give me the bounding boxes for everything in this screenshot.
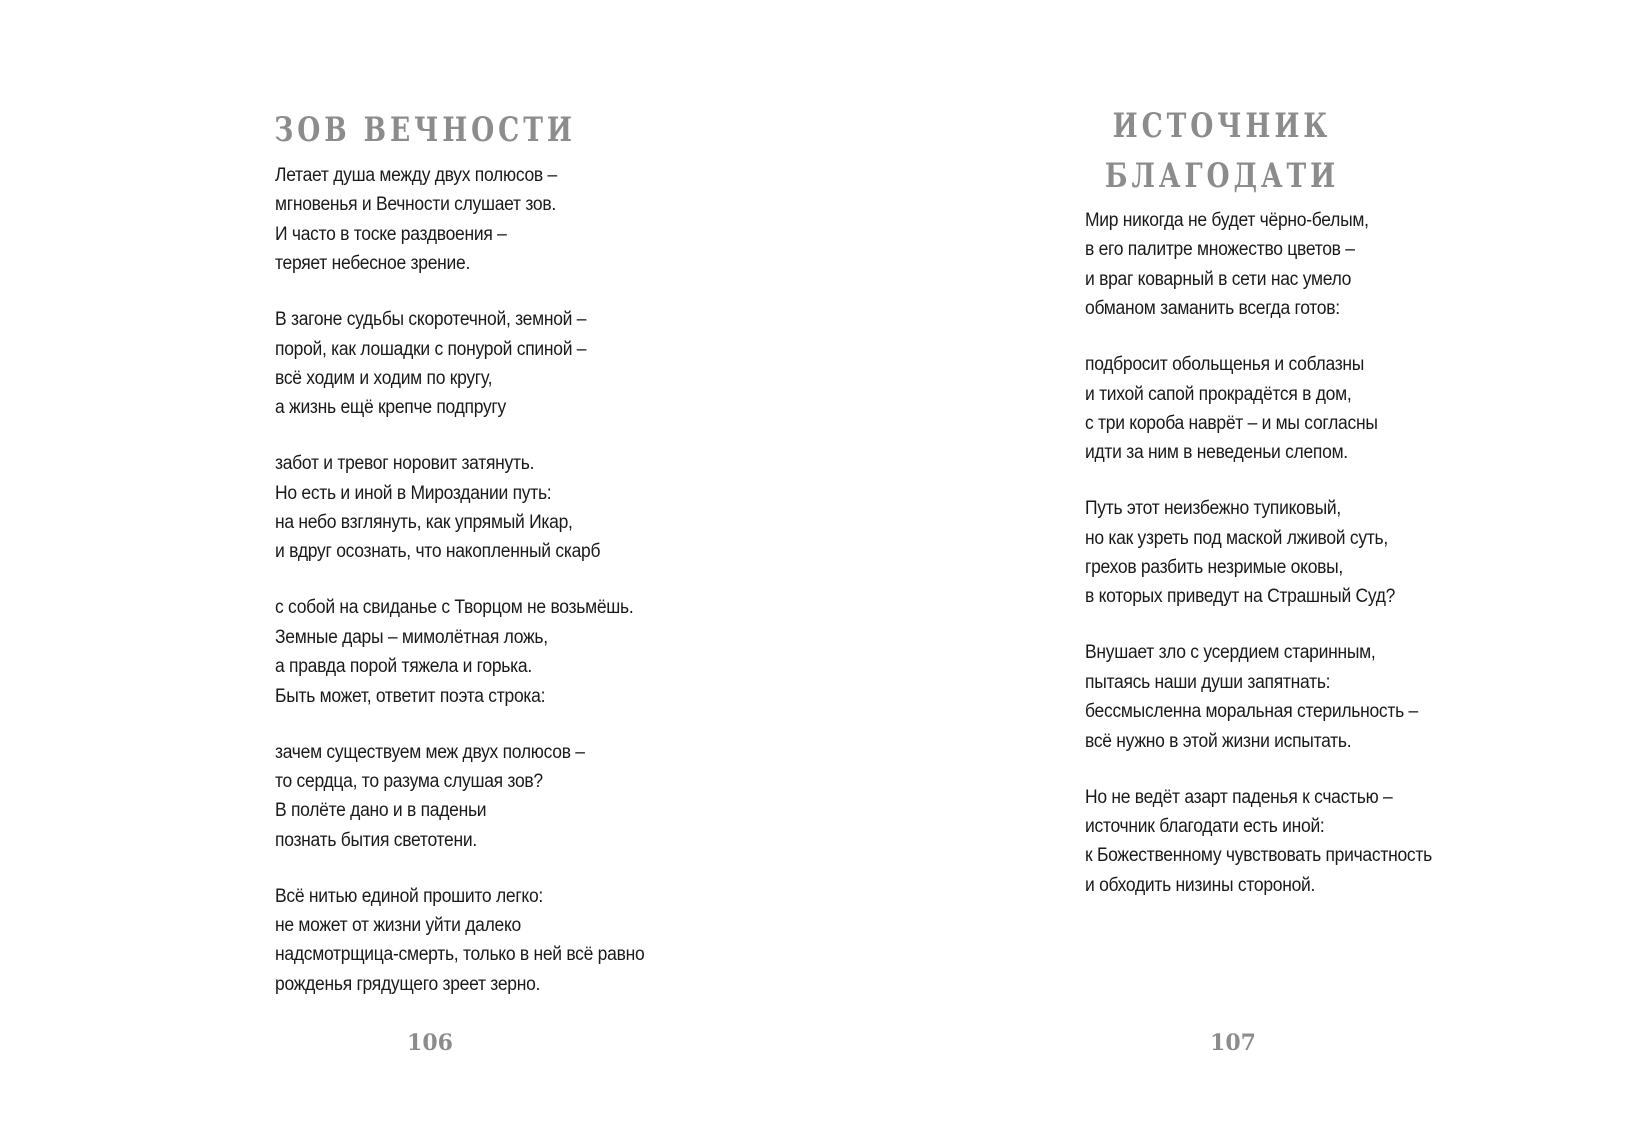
verse-line: и вдруг осознать, что накопленный скарб: [275, 541, 601, 563]
verse-line: Внушает зло с усердием старинным,: [1085, 642, 1376, 664]
verse-line: мгновенья и Вечности слушает зов.: [275, 194, 556, 216]
verse-line: с собой на свиданье с Творцом не возьмёшь.: [275, 597, 634, 619]
verse-line: Всё нитью единой прошито легко:: [275, 885, 544, 907]
verse-line: познать бытия светотени.: [275, 829, 477, 851]
verse-line: в его палитре множество цветов –: [1085, 239, 1355, 261]
verse-line: теряет небесное зрение.: [275, 253, 471, 275]
verse-line: на небо взглянуть, как упрямый Икар,: [275, 512, 573, 534]
verse-line: Но не ведёт азарт паденья к счастью –: [1085, 786, 1393, 808]
poem-title: [265, 105, 585, 155]
verse-line: Быть может, ответит поэта строка:: [275, 685, 546, 707]
stanza: [275, 593, 644, 711]
right-page: [822, 0, 1644, 1134]
poem-title: [1080, 101, 1364, 201]
verse-line: забот и тревог норовит затянуть.: [275, 453, 535, 475]
verse-line: и тихой сапой прокрадётся в дом,: [1085, 383, 1352, 405]
verse-line: грехов разбить незримые оковы,: [1085, 557, 1344, 579]
stanza: [275, 882, 644, 1000]
verse-line: идти за ним в неведеньи слепом.: [1085, 442, 1348, 464]
verse-line: надсмотрщица-смерть, только в ней всё равно: [275, 944, 645, 966]
verse-line: и враг коварный в сети нас умело: [1085, 268, 1352, 290]
verse-line: Мир никогда не будет чёрно-белым,: [1085, 210, 1369, 231]
verse-line: В загоне судьбы скоротечной, земной –: [275, 309, 587, 331]
stanza: [275, 738, 644, 856]
stanza: [275, 161, 644, 279]
verse-line: к Божественному чувствовать причастность: [1085, 845, 1432, 867]
verse-line: зачем существуем меж двух полюсов –: [275, 741, 585, 763]
verse-line: и обходить низины стороной.: [1085, 874, 1316, 896]
verse-line: всё ходим и ходим по кругу,: [275, 367, 493, 389]
verse-line: всё нужно в этой жизни испытать.: [1085, 730, 1352, 752]
stanza: [1085, 638, 1432, 756]
stanza: [1085, 350, 1432, 468]
verse-line: Но есть и иной в Мироздании путь:: [275, 482, 552, 504]
verse-line: источник благодати есть иной:: [1085, 815, 1325, 837]
verse-line: не может от жизни уйти далеко: [275, 915, 521, 937]
verse-line: с три короба наврёт – и мы согласны: [1085, 412, 1378, 434]
title-line: ЗОВ ВЕЧНОСТИ: [274, 109, 576, 150]
verse-line: но как узреть под маской лживой суть,: [1085, 527, 1388, 549]
stanza: [1085, 206, 1432, 324]
stanza: [275, 305, 644, 423]
verse-line: а жизнь ещё крепче подпругу: [275, 397, 506, 419]
verse-line: Путь этот неизбежно тупиковый,: [1085, 498, 1341, 520]
verse-line: порой, как лошадки с понурой спиной –: [275, 338, 587, 360]
verse-line: подбросит обольщенья и соблазны: [1085, 354, 1365, 376]
verse-line: В полёте дано и в паденьи: [275, 800, 487, 822]
title-line: ИСТОЧНИК: [1112, 105, 1332, 146]
verse-line: обманом заманить всегда готов:: [1085, 298, 1340, 320]
page-number: 107: [1210, 1030, 1256, 1056]
title-line: БЛАГОДАТИ: [1104, 155, 1340, 196]
verse-line: И часто в тоске раздвоения –: [275, 223, 507, 245]
verse-line: Земные дары – мимолётная ложь,: [275, 626, 548, 648]
verse-line: пытаясь наши души запятнать:: [1085, 671, 1331, 693]
stanza: [275, 449, 644, 567]
stanza: [1085, 783, 1432, 901]
page-number: 106: [407, 1030, 453, 1056]
verse-line: а правда порой тяжела и горька.: [275, 656, 532, 678]
verse-line: в которых приведут на Страшный Суд?: [1085, 586, 1396, 608]
verse-line: рожденья грядущего зреет зерно.: [275, 973, 541, 995]
stanza: [1085, 494, 1432, 612]
verse-line: Летает душа между двух полюсов –: [275, 165, 557, 186]
poem-body: [1085, 206, 1432, 900]
poem-body: [275, 161, 644, 999]
verse-line: бессмысленна моральная стерильность –: [1085, 701, 1418, 723]
verse-line: то сердца, то разума слушая зов?: [275, 770, 543, 792]
